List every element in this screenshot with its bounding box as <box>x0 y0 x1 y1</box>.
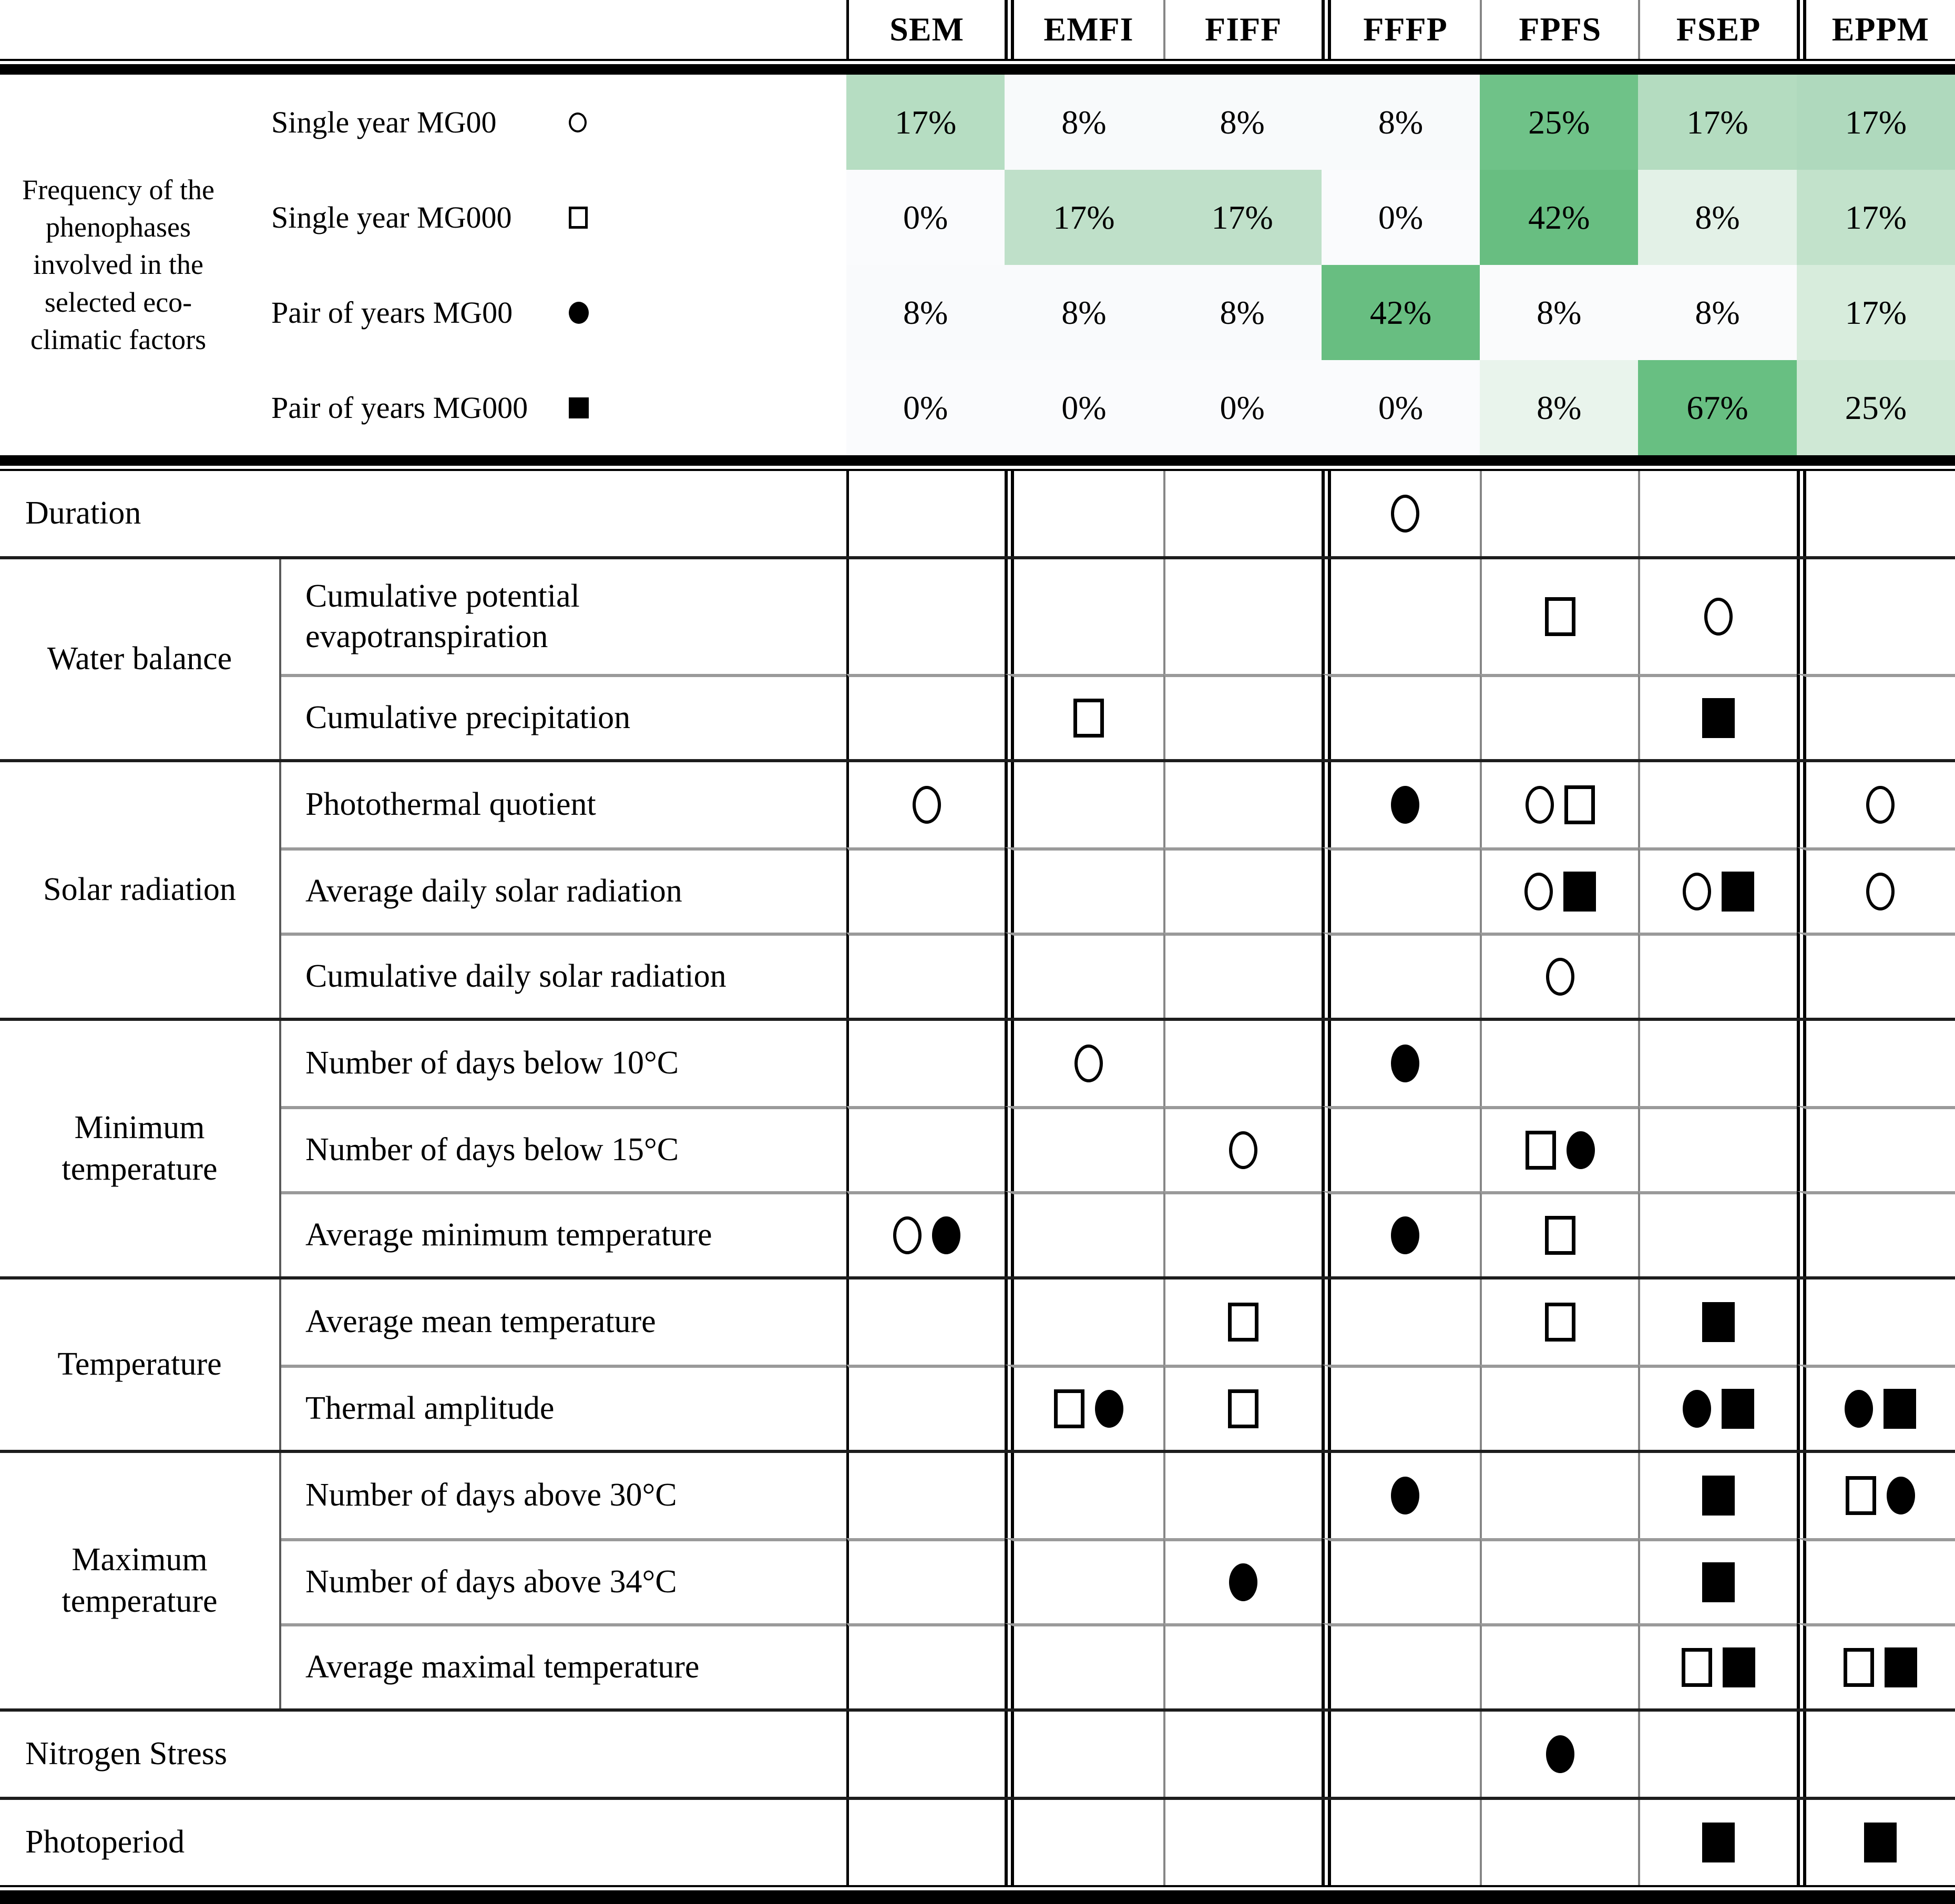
variable-label-text: Number of days above 34°C <box>305 1564 677 1600</box>
column-header-sem: SEM <box>846 0 1005 59</box>
group-label: Water balance <box>0 559 281 759</box>
variable-label-text: Photothermal quotient <box>305 786 596 823</box>
matrix-cell-fffp <box>1322 1712 1480 1797</box>
heatmap-cell-FSEP: 17% <box>1638 75 1796 170</box>
heatmap-row-label <box>237 360 846 455</box>
matrix-cell-sem <box>846 1191 1005 1276</box>
matrix-cell-emfi <box>1005 1021 1163 1106</box>
matrix-cell-emfi <box>1005 847 1163 933</box>
matrix-cell-eppm <box>1797 1106 1955 1191</box>
matrix-cell-emfi <box>1005 1712 1163 1797</box>
filled-square-icon <box>1563 872 1596 912</box>
open-square-icon <box>1054 1389 1084 1428</box>
filled-square-icon <box>1702 1476 1735 1516</box>
filled-square-icon <box>1702 1562 1735 1602</box>
matrix-cell-emfi <box>1005 1279 1163 1365</box>
matrix-cell-fiff <box>1163 1800 1322 1885</box>
filled-circle-icon <box>1567 1131 1595 1169</box>
matrix-cell-fffp <box>1322 1623 1480 1708</box>
open-square-icon <box>1682 1648 1712 1687</box>
divider-thick-bottom <box>0 1890 1955 1904</box>
heatmap-cell-FIFF: 8% <box>1163 265 1322 360</box>
filled-circle-icon <box>1095 1390 1123 1428</box>
header-blank-cell <box>0 0 846 59</box>
filled-circle-icon <box>1845 1390 1873 1428</box>
matrix-cell-eppm <box>1797 933 1955 1018</box>
matrix-cell-fpfs <box>1480 933 1638 1018</box>
filled-square-icon <box>1702 1302 1735 1342</box>
heatmap-cell-EPPM: 17% <box>1797 265 1955 360</box>
matrix-cell-sem <box>846 847 1005 933</box>
factor-group-temperature <box>0 1276 1955 1450</box>
open-square-icon <box>1545 1216 1575 1255</box>
matrix-cell-fpfs <box>1480 1106 1638 1191</box>
open-circle-icon <box>1683 873 1711 910</box>
group-label: Minimum temperature <box>0 1021 281 1276</box>
matrix-cell-emfi <box>1005 471 1163 556</box>
heatmap-cell-SEM: 0% <box>846 360 1005 455</box>
open-circle-icon <box>1704 598 1733 636</box>
heatmap-row-label <box>237 75 846 170</box>
filled-circle-icon <box>1887 1477 1915 1514</box>
factor-group-water-balance <box>0 556 1955 759</box>
matrix-cell-fsep <box>1638 1279 1796 1365</box>
variable-label-text: Cumulative daily solar radiation <box>305 958 726 995</box>
matrix-cell-fpfs <box>1480 1800 1638 1885</box>
matrix-cell-sem <box>846 1279 1005 1365</box>
variable-label-text: Number of days below 15°C <box>305 1132 679 1168</box>
filled-square-icon <box>1722 872 1754 912</box>
matrix-cell-fsep <box>1638 1021 1796 1106</box>
variable-label <box>281 762 846 847</box>
column-header-emfi: EMFI <box>1005 0 1163 59</box>
matrix-cell-fsep <box>1638 762 1796 847</box>
heatmap-cell-FPFS: 8% <box>1480 360 1638 455</box>
matrix-cell-fffp <box>1322 933 1480 1018</box>
group-label: Temperature <box>0 1279 281 1450</box>
open-circle-icon <box>1524 873 1553 910</box>
matrix-cell-eppm <box>1797 471 1955 556</box>
variable-label-text: Number of days above 30°C <box>305 1477 677 1513</box>
filled-circle-icon <box>1683 1390 1711 1428</box>
open-square-icon <box>1844 1648 1874 1687</box>
matrix-cell-fpfs <box>1480 1623 1638 1708</box>
matrix-cell-eppm <box>1797 1191 1955 1276</box>
filled-circle-icon <box>1391 1045 1419 1082</box>
open-square-icon <box>1228 1389 1258 1428</box>
heatmap-cell-FIFF: 8% <box>1163 75 1322 170</box>
filled-circle-icon <box>569 302 589 324</box>
open-square-icon <box>1228 1303 1258 1342</box>
heatmap-cell-EMFI: 17% <box>1005 170 1163 265</box>
column-header-eppm: EPPM <box>1797 0 1955 59</box>
heatmap-cell-FFFP: 0% <box>1322 170 1480 265</box>
heatmap-cell-FFFP: 42% <box>1322 265 1480 360</box>
matrix-cell-sem <box>846 1623 1005 1708</box>
matrix-cell-fiff <box>1163 1279 1322 1365</box>
group-label: Nitrogen Stress <box>25 1736 228 1772</box>
matrix-cell-sem <box>846 762 1005 847</box>
heatmap-cell-FSEP: 8% <box>1638 170 1796 265</box>
matrix-cell-fsep <box>1638 471 1796 556</box>
matrix-cell-emfi <box>1005 1365 1163 1450</box>
filled-circle-icon <box>1391 786 1419 824</box>
matrix-cell-fsep <box>1638 1365 1796 1450</box>
heatmap-row-label-text: Pair of years MG00 <box>271 295 513 330</box>
matrix-cell-fffp <box>1322 1279 1480 1365</box>
matrix-cell-fiff <box>1163 1712 1322 1797</box>
matrix-cell-fpfs <box>1480 559 1638 674</box>
matrix-cell-eppm <box>1797 559 1955 674</box>
matrix-cell-fffp <box>1322 1538 1480 1623</box>
filled-circle-icon <box>1391 1216 1419 1254</box>
heatmap-cell-SEM: 0% <box>846 170 1005 265</box>
heatmap-cell-FSEP: 8% <box>1638 265 1796 360</box>
factor-group-maximum-temperature <box>0 1450 1955 1708</box>
matrix-cell-fiff <box>1163 1453 1322 1538</box>
matrix-cell-fsep <box>1638 847 1796 933</box>
matrix-cell-emfi <box>1005 762 1163 847</box>
matrix-cell-fpfs <box>1480 1365 1638 1450</box>
matrix-cell-eppm <box>1797 1365 1955 1450</box>
open-circle-icon <box>1866 873 1895 910</box>
matrix-cell-emfi <box>1005 674 1163 759</box>
heatmap-cell-FIFF: 0% <box>1163 360 1322 455</box>
matrix-cell-fsep <box>1638 1623 1796 1708</box>
matrix-cell-fpfs <box>1480 1279 1638 1365</box>
matrix-cell-fffp <box>1322 1365 1480 1450</box>
filled-square-icon <box>1722 1389 1754 1429</box>
filled-square-icon <box>569 397 589 418</box>
variable-label <box>281 847 846 933</box>
matrix-cell-fiff <box>1163 1021 1322 1106</box>
matrix-cell-eppm <box>1797 847 1955 933</box>
filled-square-icon <box>1702 1823 1735 1862</box>
matrix-cell-fffp <box>1322 674 1480 759</box>
matrix-cell-fpfs <box>1480 762 1638 847</box>
matrix-cell-fpfs <box>1480 1021 1638 1106</box>
matrix-cell-fpfs <box>1480 847 1638 933</box>
group-label: Duration <box>25 495 141 531</box>
variable-label <box>281 1191 846 1276</box>
heatmap-row-label-text: Single year MG000 <box>271 200 512 234</box>
variable-label-text: Average daily solar radiation <box>305 873 682 909</box>
factor-group-nitrogen-stress <box>0 1708 1955 1797</box>
matrix-cell-emfi <box>1005 1623 1163 1708</box>
matrix-cell-fiff <box>1163 1538 1322 1623</box>
variable-label <box>281 1538 846 1623</box>
matrix-cell-fffp <box>1322 1453 1480 1538</box>
matrix-cell-fpfs <box>1480 471 1638 556</box>
open-square-icon <box>1564 785 1595 824</box>
variable-label <box>281 1021 846 1106</box>
column-header-row <box>0 0 1955 59</box>
matrix-cell-fsep <box>1638 933 1796 1018</box>
open-square-icon <box>1545 597 1575 636</box>
heatmap-cell-SEM: 17% <box>846 75 1005 170</box>
matrix-cell-sem <box>846 1365 1005 1450</box>
heatmap-row-label <box>237 265 846 360</box>
matrix-cell-fsep <box>1638 559 1796 674</box>
open-square-icon <box>1846 1476 1876 1515</box>
variable-label <box>281 674 846 759</box>
heatmap-cell-FPFS: 42% <box>1480 170 1638 265</box>
variable-label-text: Average minimum temperature <box>305 1217 712 1253</box>
open-square-icon <box>1073 699 1104 738</box>
matrix-cell-emfi <box>1005 559 1163 674</box>
factor-symbol-matrix <box>0 471 1955 1885</box>
matrix-cell-sem <box>846 1021 1005 1106</box>
filled-square-icon <box>1885 1647 1917 1687</box>
factor-group-minimum-temperature <box>0 1018 1955 1276</box>
matrix-cell-fffp <box>1322 559 1480 674</box>
matrix-cell-eppm <box>1797 1623 1955 1708</box>
matrix-cell-eppm <box>1797 762 1955 847</box>
matrix-cell-sem <box>846 1538 1005 1623</box>
open-circle-icon <box>913 786 941 824</box>
filled-square-icon <box>1702 698 1735 738</box>
matrix-cell-emfi <box>1005 1106 1163 1191</box>
filled-circle-icon <box>1391 1477 1419 1514</box>
matrix-cell-eppm <box>1797 1279 1955 1365</box>
matrix-cell-fpfs <box>1480 674 1638 759</box>
factor-group-solar-radiation <box>0 759 1955 1018</box>
matrix-cell-eppm <box>1797 674 1955 759</box>
matrix-cell-eppm <box>1797 1712 1955 1797</box>
open-circle-icon <box>1229 1131 1257 1169</box>
filled-square-icon <box>1884 1389 1916 1429</box>
matrix-cell-sem <box>846 471 1005 556</box>
matrix-cell-fiff <box>1163 1623 1322 1708</box>
matrix-cell-sem <box>846 1712 1005 1797</box>
open-square-icon <box>1545 1303 1575 1342</box>
heatmap-cell-FSEP: 67% <box>1638 360 1796 455</box>
heatmap-row-label-text: Pair of years MG000 <box>271 391 528 425</box>
heatmap-cell-FPFS: 8% <box>1480 265 1638 360</box>
matrix-cell-fffp <box>1322 847 1480 933</box>
open-circle-icon <box>1391 495 1419 533</box>
open-circle-icon <box>1526 786 1554 824</box>
open-square-icon <box>1526 1131 1556 1170</box>
matrix-cell-fsep <box>1638 1800 1796 1885</box>
variable-label-text: Number of days below 10°C <box>305 1045 679 1081</box>
matrix-cell-fffp <box>1322 1021 1480 1106</box>
filled-circle-icon <box>1229 1563 1257 1601</box>
matrix-cell-fffp <box>1322 1800 1480 1885</box>
matrix-cell-fiff <box>1163 933 1322 1018</box>
matrix-cell-fsep <box>1638 1106 1796 1191</box>
variable-label-text: Cumulative potential evapotranspiration <box>305 578 580 654</box>
matrix-cell-fpfs <box>1480 1712 1638 1797</box>
matrix-cell-fsep <box>1638 1712 1796 1797</box>
matrix-cell-fffp <box>1322 1106 1480 1191</box>
matrix-cell-emfi <box>1005 1191 1163 1276</box>
group-label: Photoperiod <box>25 1824 185 1860</box>
frequency-heatmap <box>0 75 1955 455</box>
matrix-cell-sem <box>846 559 1005 674</box>
matrix-cell-fffp <box>1322 762 1480 847</box>
open-circle-icon <box>569 112 587 132</box>
heatmap-cell-SEM: 8% <box>846 265 1005 360</box>
matrix-cell-fffp <box>1322 1191 1480 1276</box>
matrix-cell-fsep <box>1638 674 1796 759</box>
matrix-cell-sem <box>846 674 1005 759</box>
variable-label <box>281 1623 846 1708</box>
matrix-cell-fiff <box>1163 1106 1322 1191</box>
variable-label-text: Average maximal temperature <box>305 1649 700 1685</box>
matrix-cell-eppm <box>1797 1800 1955 1885</box>
column-header-fffp: FFFP <box>1322 0 1480 59</box>
factor-group-photoperiod <box>0 1797 1955 1885</box>
matrix-cell-fiff <box>1163 674 1322 759</box>
open-square-icon <box>569 207 588 229</box>
matrix-cell-sem <box>846 933 1005 1018</box>
heatmap-group-label: Frequency of the phenophases involved in the selected eco-climatic factors <box>22 173 214 355</box>
open-circle-icon <box>893 1216 922 1254</box>
variable-label-text: Cumulative precipitation <box>305 700 631 736</box>
matrix-cell-fiff <box>1163 762 1322 847</box>
matrix-cell-fffp <box>1322 471 1480 556</box>
column-header-fpfs: FPFS <box>1480 0 1638 59</box>
matrix-cell-fpfs <box>1480 1191 1638 1276</box>
group-label: Maximum temperature <box>0 1453 281 1708</box>
matrix-cell-fsep <box>1638 1453 1796 1538</box>
heatmap-cell-EPPM: 25% <box>1797 360 1955 455</box>
heatmap-cell-FIFF: 17% <box>1163 170 1322 265</box>
group-label: Solar radiation <box>0 762 281 1018</box>
matrix-cell-fiff <box>1163 1191 1322 1276</box>
matrix-cell-emfi <box>1005 1800 1163 1885</box>
heatmap-row-label <box>237 170 846 265</box>
variable-label <box>281 559 846 674</box>
divider-thick-mid <box>0 455 1955 466</box>
matrix-cell-emfi <box>1005 1453 1163 1538</box>
open-circle-icon <box>1546 958 1574 996</box>
matrix-cell-eppm <box>1797 1021 1955 1106</box>
matrix-cell-sem <box>846 1453 1005 1538</box>
matrix-cell-eppm <box>1797 1453 1955 1538</box>
heatmap-cell-FFFP: 0% <box>1322 360 1480 455</box>
heatmap-cell-EMFI: 8% <box>1005 265 1163 360</box>
heatmap-cell-EMFI: 0% <box>1005 360 1163 455</box>
matrix-cell-fiff <box>1163 471 1322 556</box>
open-circle-icon <box>1866 786 1895 824</box>
variable-label-text: Average mean temperature <box>305 1304 656 1340</box>
variable-label <box>281 1365 846 1450</box>
heatmap-cell-EPPM: 17% <box>1797 170 1955 265</box>
matrix-cell-fiff <box>1163 559 1322 674</box>
heatmap-cell-EMFI: 8% <box>1005 75 1163 170</box>
matrix-cell-sem <box>846 1800 1005 1885</box>
variable-label <box>281 1279 846 1365</box>
matrix-cell-emfi <box>1005 1538 1163 1623</box>
variable-label <box>281 1453 846 1538</box>
filled-circle-icon <box>1546 1735 1574 1773</box>
column-header-fiff: FIFF <box>1163 0 1322 59</box>
factor-group-duration <box>0 471 1955 556</box>
filled-circle-icon <box>932 1216 960 1254</box>
heatmap-cell-FPFS: 25% <box>1480 75 1638 170</box>
heatmap-cell-EPPM: 17% <box>1797 75 1955 170</box>
variable-label <box>281 1106 846 1191</box>
matrix-cell-sem <box>846 1106 1005 1191</box>
matrix-cell-fiff <box>1163 847 1322 933</box>
matrix-cell-fpfs <box>1480 1538 1638 1623</box>
open-circle-icon <box>1074 1045 1103 1082</box>
matrix-cell-emfi <box>1005 933 1163 1018</box>
filled-square-icon <box>1723 1647 1755 1687</box>
matrix-cell-fsep <box>1638 1538 1796 1623</box>
matrix-cell-eppm <box>1797 1538 1955 1623</box>
matrix-cell-fpfs <box>1480 1453 1638 1538</box>
variable-label <box>281 933 846 1018</box>
matrix-cell-fsep <box>1638 1191 1796 1276</box>
heatmap-row-label-text: Single year MG00 <box>271 105 497 139</box>
column-header-fsep: FSEP <box>1638 0 1796 59</box>
filled-square-icon <box>1864 1823 1897 1862</box>
heatmap-cell-FFFP: 8% <box>1322 75 1480 170</box>
divider-thick-top <box>0 64 1955 75</box>
variable-label-text: Thermal amplitude <box>305 1390 555 1427</box>
matrix-cell-fiff <box>1163 1365 1322 1450</box>
